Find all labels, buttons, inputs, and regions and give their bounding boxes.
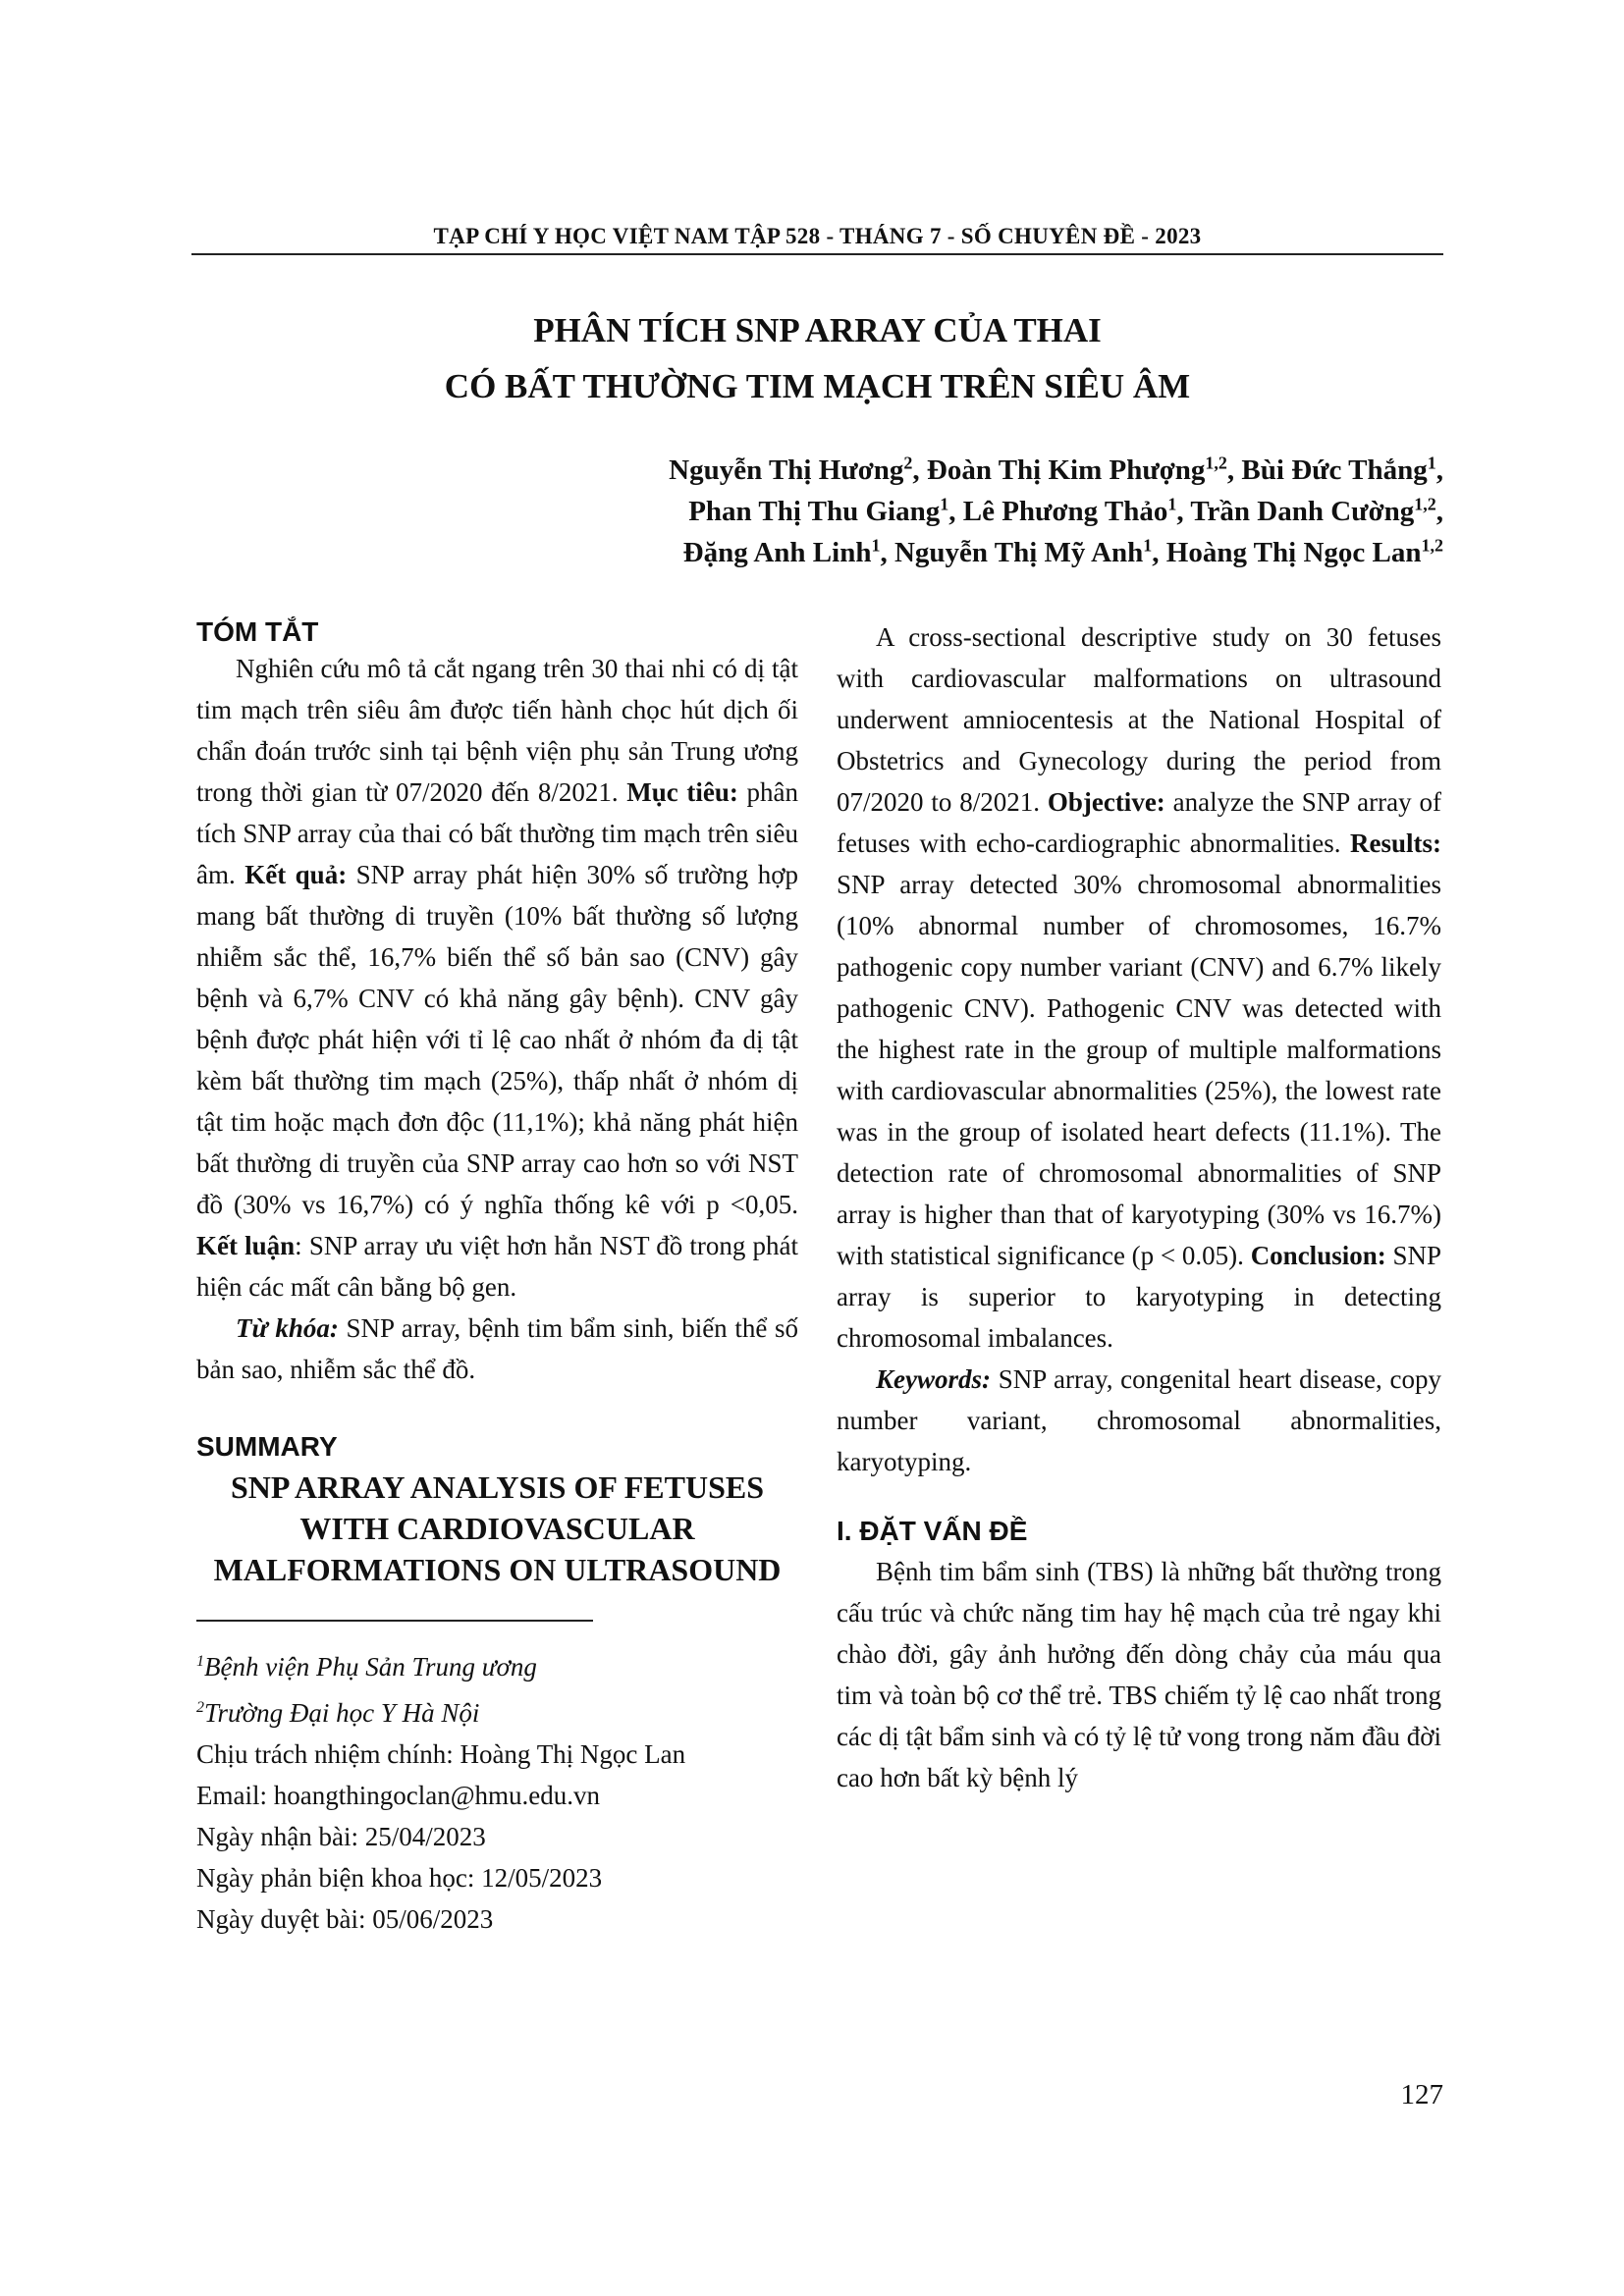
summary-title: SNP ARRAY ANALYSIS OF FETUSES WITH CARDIOVASCULAR MALFORMATIONS ON ULTRASOUND — [213, 1469, 782, 1587]
author: Bùi Đức Thắng$^1$, — [1241, 453, 1443, 486]
summary-heading: SUMMARY — [196, 1431, 338, 1462]
abstract-heading: TÓM TẮT — [196, 616, 319, 647]
abstract-vi-body: Nghiên cứu mô tả cắt ngang trên 30 thai nhi có dị tật tim mạch trên siêu âm được tiến hành chọc hút dịch ối chẩn đoán trước sinh tại bệnh viện phụ sản Trung ương trong thời gian từ 07/2020 đến 8/2021. Mục tiêu: phân tích SNP array của thai có bất thường tim mạch trên siêu âm. Kết quả: SNP array phát hiện 30% số trường hợp mang bất thường di truyền (10% bất thường số lượng nhiễm sắc thể, 16,7% biến thể số bản sao (CNV) gây bệnh và 6,7% CNV có khả năng gây bệnh). CNV gây bệnh được phát hiện với tỉ lệ cao nhất ở nhóm đa dị tật kèm bất thường tim mạch (25%), thấp nhất ở nhóm dị tật tim hoặc mạch đơn độc (11,1%); khả năng phát hiện bất thường di truyền của SNP array cao hơn so với NST đồ (30% vs 16,7%) có ý nghĩa thống kê với p <0,05. Kết luận: SNP array ưu việt hơn hẳn NST đồ trong phát hiện các mất cân bằng bộ gen. — [196, 654, 799, 1302]
author: Đặng Anh Linh$^1$, — [682, 535, 894, 568]
article-title — [191, 302, 1443, 414]
footnote-affiliation-1: $^1$Bệnh viện Phụ Sản Trung ương — [196, 1652, 537, 1682]
author-list — [324, 450, 1443, 573]
footnote-email: Email: hoangthingoclan@hmu.edu.vn — [196, 1781, 601, 1810]
section-1-text: Bệnh tim bẩm sinh (TBS) là những bất thường trong cấu trúc và chức năng tim hay hệ mạch của trẻ ngay khi chào đời, gây ảnh hưởng đến dòng chảy của máu qua tim và toàn bộ cơ thể trẻ. TBS chiếm tỷ lệ cao nhất trong các dị tật bẩm sinh và có tỷ lệ tử vong trong năm đầu đời cao hơn bất kỳ bệnh lý — [837, 1557, 1441, 1792]
header-rule — [191, 253, 1443, 255]
author: Lê Phương Thảo$^1$, — [962, 494, 1191, 527]
abstract-en-body: A cross-sectional descriptive study on 30 fetuses with cardiovascular malformations on ultrasound underwent amniocentesis at the National Hospital of Obstetrics and Gynecology during the period from 07/2020 to 8/2021. Objective: analyze the SNP array of fetuses with echo-cardiographic abnormalities. Results: SNP array detected 30% chromosomal abnormalities (10% abnormal number of chromosomes, 16.7% pathogenic copy number variant (CNV) and 6.7% likely pathogenic CNV). Pathogenic CNV was detected with the highest rate in the group of multiple malformations with cardiovascular abnormalities (25%), the lowest rate was in the group of isolated heart defects (11.1%). The detection rate of chromosomal abnormalities of SNP array is higher than that of karyotyping (30% vs 16.7%) with statistical significance (p < 0.05). Conclusion: SNP array is superior to karyotyping in detecting chromosomal imbalances. — [837, 622, 1442, 1353]
author: Đoàn Thị Kim Phượng$^{1,2}$, — [926, 453, 1242, 486]
right-column — [837, 616, 1441, 1798]
footnote-responsible: Chịu trách nhiệm chính: Hoàng Thị Ngọc Lan — [196, 1739, 686, 1769]
author: Nguyễn Thị Mỹ Anh$^1$, — [893, 535, 1166, 568]
page-number: 127 — [1400, 2079, 1443, 2110]
footnote-reviewed: Ngày phản biện khoa học: 12/05/2023 — [196, 1863, 603, 1893]
left-column — [196, 616, 798, 1940]
author: Hoàng Thị Ngọc Lan$^{1,2}$ — [1165, 535, 1443, 568]
footnote-received: Ngày nhận bài: 25/04/2023 — [196, 1822, 486, 1851]
running-head: TẠP CHÍ Y HỌC VIỆT NAM TẬP 528 - THÁNG 7 - SỐ CHUYÊN ĐỀ - 2023 — [433, 224, 1202, 248]
section-1-heading: I. ĐẶT VẤN ĐỀ — [837, 1516, 1028, 1546]
abstract-vi-keywords: Từ khóa: SNP array, bệnh tim bẩm sinh, biến thể số bản sao, nhiễm sắc thể đồ. — [196, 1313, 799, 1384]
abstract-en-keywords: Keywords: SNP array, congenital heart disease, copy number variant, chromosomal abnormalities, karyotyping. — [837, 1364, 1441, 1476]
title-line-1: PHÂN TÍCH SNP ARRAY CỦA THAI — [533, 311, 1102, 349]
footnote-rule — [196, 1620, 593, 1622]
author: Phan Thị Thu Giang$^1$, — [688, 494, 963, 527]
author: Nguyễn Thị Hương$^2$, — [669, 453, 927, 486]
author: Trần Danh Cường$^{1,2}$, — [1190, 494, 1443, 527]
footnote-affiliation-2: $^2$Trường Đại học Y Hà Nội — [196, 1698, 480, 1728]
title-line-2: CÓ BẤT THƯỜNG TIM MẠCH TRÊN SIÊU ÂM — [444, 367, 1191, 405]
footnote-accepted: Ngày duyệt bài: 05/06/2023 — [196, 1904, 494, 1934]
